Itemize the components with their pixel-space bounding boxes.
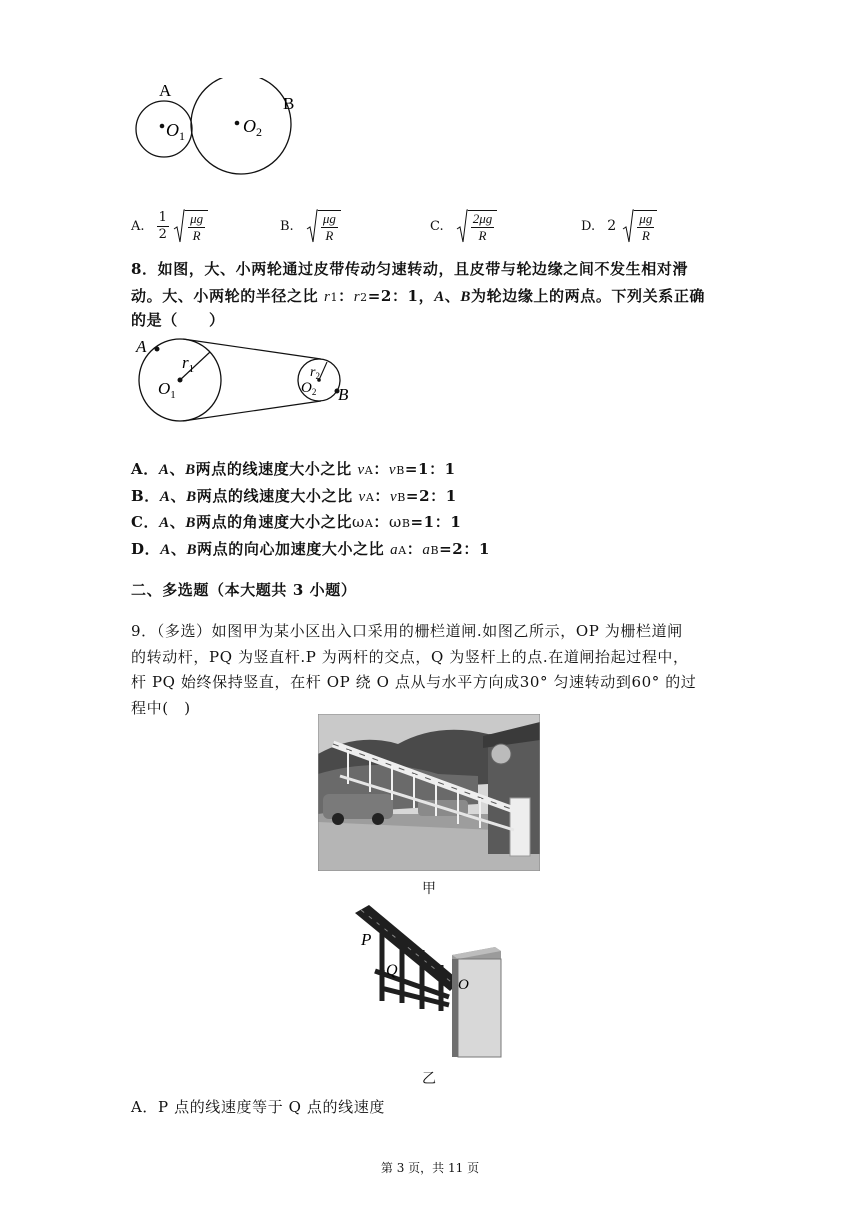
- belt-drive-figure: [128, 330, 358, 430]
- photo-caption-jia: 甲: [422, 881, 436, 897]
- svg-text:B: B: [338, 385, 349, 404]
- q8-line-1: 8．如图，大、小两轮通过皮带传动匀速转动，且皮带与轮边缘之间不发生相对滑: [131, 260, 689, 278]
- svg-text:O1: $O_1$: [166, 120, 185, 143]
- barrier-diagram: [355, 905, 503, 1060]
- sqrt-expression: $\frac{2\mu g}{R}$: [456, 208, 498, 244]
- svg-text:A: A: [136, 337, 147, 356]
- q7-option-c[interactable]: C. $\frac{2\mu g}{R}$: [430, 208, 497, 244]
- svg-text:O1: $O_1$: [158, 379, 176, 401]
- svg-text:Q: Q: [386, 962, 398, 979]
- svg-text:O2: $O_2$: [301, 380, 317, 397]
- q8-line-2: 动。大、小两轮的半径之比 r1：r2=2：1，A、B为轮边缘上的两点。下列关系正确: [131, 287, 706, 305]
- figure-caption-yi: 乙: [422, 1071, 436, 1087]
- sqrt-expression: $\frac{\mu g}{R}$: [173, 208, 208, 244]
- fraction: $\frac{1}{2}$: [158, 209, 167, 242]
- section-heading-multi-choice: 二、多选题（本大题共 3 小题）: [131, 581, 357, 599]
- svg-text:r2: $r_2$: [310, 365, 320, 381]
- q9-option-a[interactable]: A．P 点的线速度等于 Q 点的线速度: [131, 1098, 385, 1116]
- svg-text:O: O: [458, 977, 469, 993]
- page-footer: 第 3 页，共 11 页: [380, 1161, 480, 1175]
- svg-text:P: P: [361, 930, 372, 949]
- q8-line-3: 的是（ ）: [131, 311, 225, 329]
- barrier-gate-photo: [318, 714, 540, 871]
- sqrt-expression: $\frac{\mu g}{R}$: [622, 208, 657, 244]
- q7-option-d[interactable]: D. 2 $\frac{\mu g}{R}$: [581, 208, 657, 244]
- q7-option-b[interactable]: B. $\frac{\mu g}{R}$: [280, 208, 341, 244]
- label-b: B: [283, 94, 295, 113]
- label-a: A: [159, 81, 172, 100]
- q8-option-a[interactable]: A．A、B两点的线速度大小之比 vA：vB=1：1: [131, 460, 456, 478]
- q8-option-d[interactable]: D．A、B两点的向心加速度大小之比 aA：aB=2：1: [131, 540, 490, 558]
- q8-option-c[interactable]: C．A、B两点的角速度大小之比ωA：ωB=1：1: [131, 513, 462, 531]
- two-circles-figure: [125, 78, 315, 178]
- q9-line-3: 杆 PQ 始终保持竖直，在杆 OP 绕 O 点从与水平方向成30° 匀速转动到60° 的过: [131, 673, 697, 691]
- svg-text:O2: $O_2$: [243, 116, 262, 139]
- q7-option-a[interactable]: A. $\frac{1}{2}$ $\frac{\mu g}{R}$: [131, 208, 208, 244]
- q8-option-b[interactable]: B．A、B两点的线速度大小之比 vA：vB=2：1: [131, 487, 457, 505]
- svg-text:r1: $r_1$: [182, 353, 195, 375]
- sqrt-expression: $\frac{\mu g}{R}$: [306, 208, 341, 244]
- q9-line-4: 程中( ): [131, 699, 191, 717]
- q9-line-2: 的转动杆，PQ 为竖直杆.P 为两杆的交点，Q 为竖杆上的点.在道闸抬起过程中，: [131, 648, 689, 666]
- q9-line-1: 9．（多选）如图甲为某小区出入口采用的栅栏道闸.如图乙所示，OP 为栅栏道闸: [131, 622, 683, 640]
